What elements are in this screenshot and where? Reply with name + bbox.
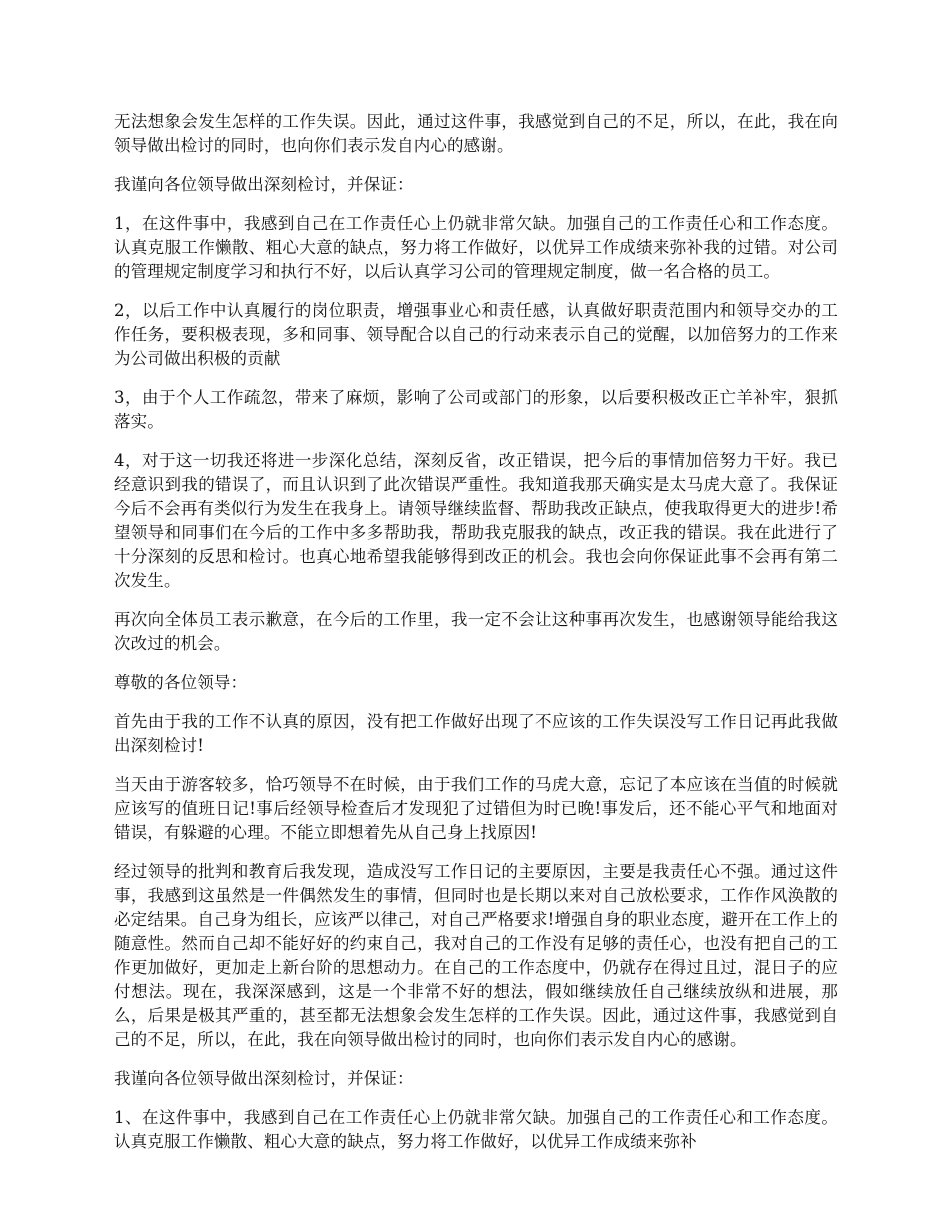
paragraph-2: 我谨向各位领导做出深刻检讨，并保证：	[114, 175, 414, 194]
paragraph-9: 首先由于我的工作不认真的原因，没有把工作做好出现了不应该的工作失误没写工作日记再此我做出深刻检讨!	[114, 712, 838, 755]
paragraph-10: 当天由于游客较多，恰巧领导不在时候，由于我们工作的马虎大意，忘记了本应该在当值的时候就应该写的值班日记!事后经领导检查后才发现犯了过错但为时已晚!事发后，还不能心平气和地面对错误，有躲避的心理。不能立即想着先从自己身上找原因!	[114, 775, 838, 842]
paragraph-4: 2，以后工作中认真履行的岗位职责，增强事业心和责任感，认真做好职责范围内和领导交办的工作任务，要积极表现，多和同事、领导配合以自己的行动来表示自己的觉醒，以加倍努力的工作来为公司做出积极的贡献	[114, 301, 838, 368]
paragraph-5: 3，由于个人工作疏忽，带来了麻烦，影响了公司或部门的形象，以后要积极改正亡羊补牢，狠抓落实。	[114, 388, 838, 431]
paragraph-1: 无法想象会发生怎样的工作失误。因此，通过这件事，我感觉到自己的不足，所以，在此，我在向领导做出检讨的同时，也向你们表示发自内心的感谢。	[114, 112, 838, 155]
paragraph-12: 我谨向各位领导做出深刻检讨，并保证：	[114, 1069, 414, 1088]
paragraph-13: 1、在这件事中，我感到自己在工作责任心上仍就非常欠缺。加强自己的工作责任心和工作态度。认真克服工作懒散、粗心大意的缺点，努力将工作做好，以优异工作成绩来弥补	[114, 1108, 838, 1151]
paragraph-6: 4，对于这一切我还将进一步深化总结，深刻反省，改正错误，把今后的事情加倍努力干好。我已经意识到我的错误了，而且认识到了此次错误严重性。我知道我那天确实是太马虎大意了。我保证今后不会再有类似行为发生在我身上。请领导继续监督、帮助我改正缺点，使我取得更大的进步!希望领导和同事们在今后的工作中多多帮助我，帮助我克服我的缺点，改正我的错误。我在此进行了十分深刻的反思和检讨。也真心地希望我能够得到改正的机会。我也会向你保证此事不会再有第二次发生。	[114, 451, 838, 590]
paragraph-7: 再次向全体员工表示歉意，在今后的工作里，我一定不会让这种事再次发生，也感谢领导能给我这次改过的机会。	[114, 610, 838, 653]
paragraph-3: 1，在这件事中，我感到自己在工作责任心上仍就非常欠缺。加强自己的工作责任心和工作态度。认真克服工作懒散、粗心大意的缺点，努力将工作做好，以优异工作成绩来弥补我的过错。对公司的管理规定制度学习和执行不好，以后认真学习公司的管理规定制度，做一名合格的员工。	[114, 214, 838, 281]
paragraph-11: 经过领导的批判和教育后我发现，造成没写工作日记的主要原因，主要是我责任心不强。通过这件事，我感到这虽然是一件偶然发生的事情，但同时也是长期以来对自己放松要求，工作作风涣散的必定结果。自己身为组长，应该严以律己，对自己严格要求!增强自身的职业态度，避开在工作上的随意性。然而自己却不能好好的约束自己，我对自己的工作没有足够的责任心，也没有把自己的工作更加做好，更加走上新台阶的思想动力。在自己的工作态度中，仍就存在得过且过，混日子的应付想法。现在，我深深感到，这是一个非常不好的想法，假如继续放任自己继续放纵和进展，那么，后果是极其严重的，甚至都无法想象会发生怎样的工作失误。因此，通过这件事，我感觉到自己的不足，所以，在此，我在向领导做出检讨的同时，也向你们表示发自内心的感谢。	[114, 862, 838, 1049]
paragraph-8: 尊敬的各位领导：	[114, 673, 248, 692]
